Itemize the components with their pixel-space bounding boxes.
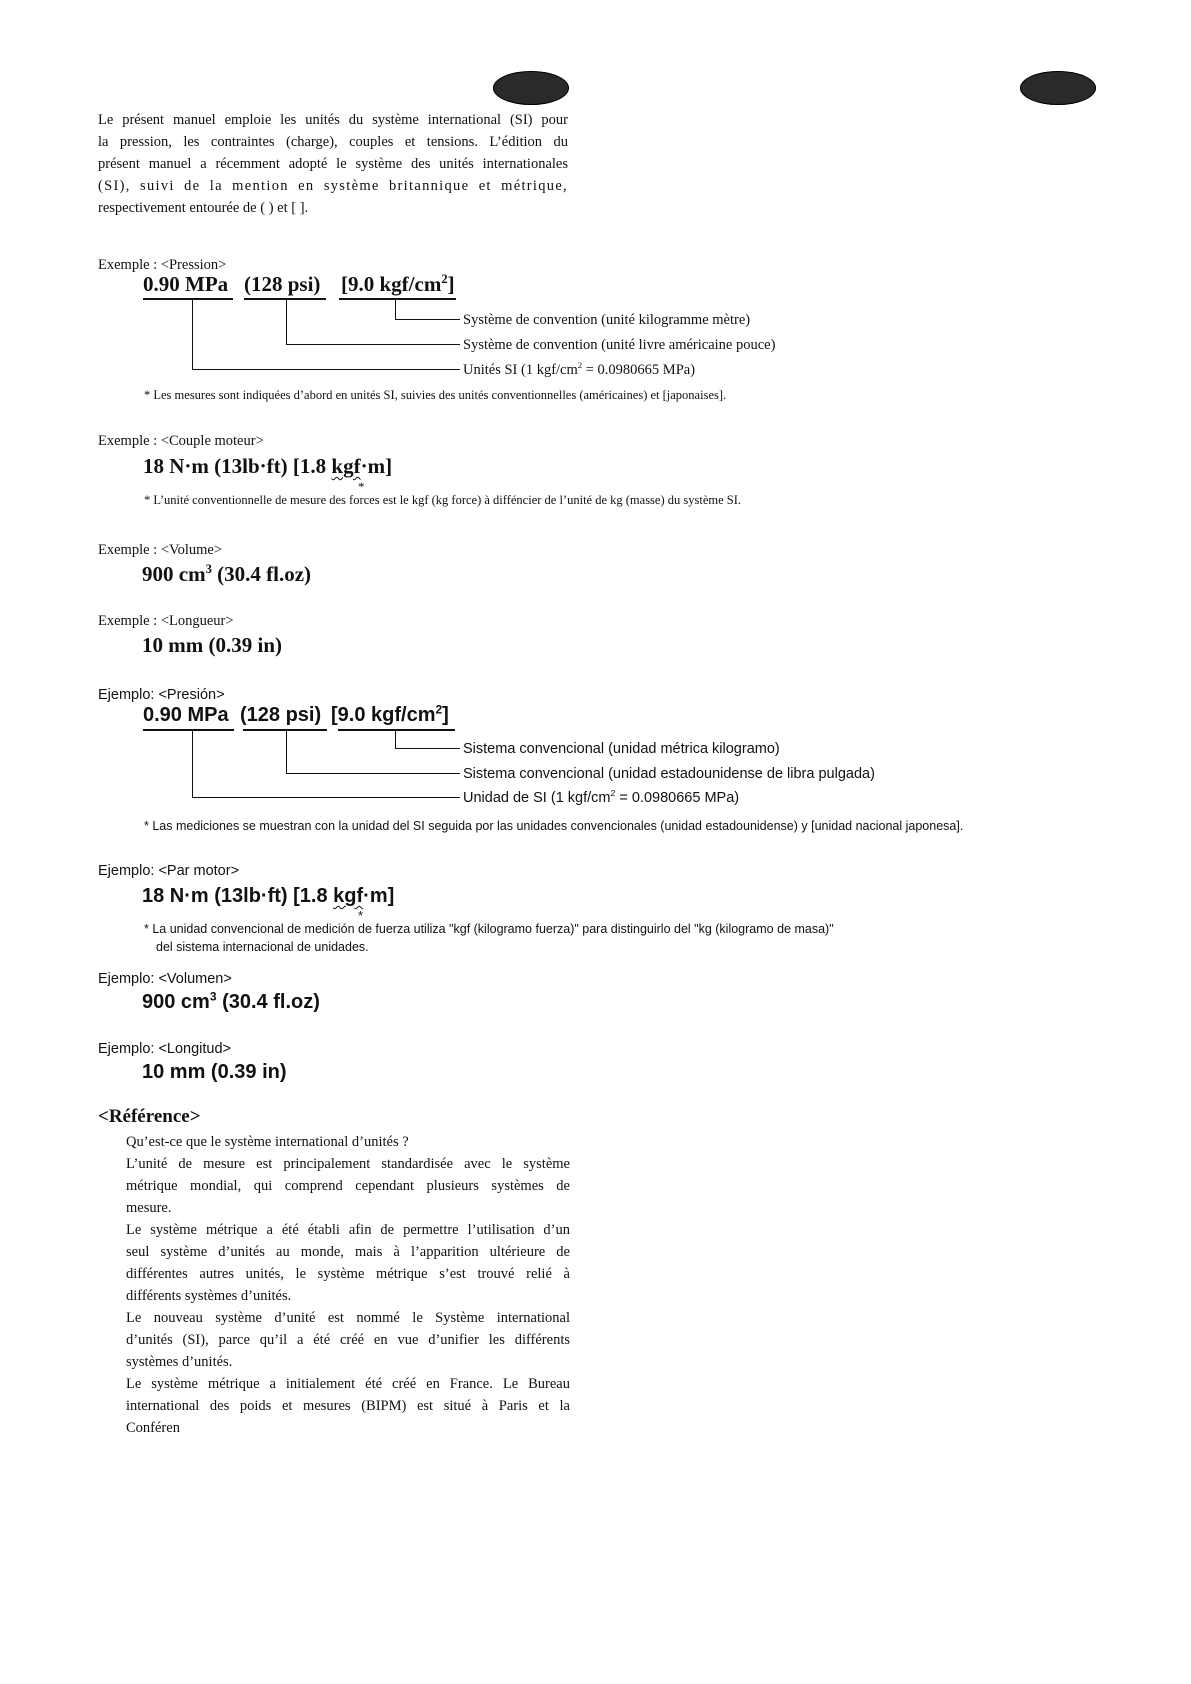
reference-line: différents systèmes d’unités. bbox=[126, 1288, 292, 1304]
intro-paragraph bbox=[98, 109, 568, 219]
fr-annotation-us: Système de convention (unité livre américaine pouce) bbox=[463, 337, 776, 353]
es-pressure-label: Ejemplo: <Presión> bbox=[98, 687, 225, 703]
fr-connector-jp bbox=[395, 299, 396, 320]
es-annotation-us: Sistema convencional (unidad estadounidense de libra pulgada) bbox=[463, 766, 875, 782]
reference-line: Le nouveau système d’unité est nommé le Système international bbox=[126, 1310, 570, 1326]
fr-volume-value: 900 $cm^3$ (30.4 fl.oz) bbox=[142, 562, 312, 586]
fr-connector-jp bbox=[395, 319, 460, 320]
es-torque-note-line2: del sistema internacional de unidades. bbox=[156, 940, 369, 954]
fr-torque-note: * L’unité conventionnelle de mesure des forces est le kgf (kg force) à difféncier de l’unité de kg (masse) du système SI. bbox=[144, 493, 742, 507]
fr-connector-si bbox=[192, 299, 193, 369]
fr-length-value: 10 mm (0.39 in) bbox=[142, 633, 282, 657]
es-torque-star: * bbox=[358, 908, 364, 923]
intro-line: respectivement entourée de ( ) et [ ]. bbox=[98, 200, 309, 216]
reference-line: seul système d’unités au monde, mais à l’apparition ultérieure de bbox=[126, 1244, 570, 1260]
es-connector-si bbox=[192, 730, 193, 798]
es-annotation-si: Unidad de SI (1 kgf/$cm^2 = 0.0980665$ MPa) bbox=[463, 788, 740, 806]
es-connector-jp bbox=[395, 730, 396, 749]
fr-pressure-jp-underline bbox=[339, 298, 456, 300]
es-length-value: 10 mm (0.39 in) bbox=[142, 1061, 287, 1083]
reference-line: Conféren bbox=[126, 1420, 180, 1436]
es-connector-jp bbox=[395, 748, 460, 749]
index-tab-right bbox=[1020, 71, 1096, 105]
fr-torque-star: * bbox=[358, 479, 365, 494]
es-pressure-note: * Las mediciones se muestran con la unidad del SI seguida por las unidades convencionales (unidad estadounidense) y [unidad nacional japonesa]. bbox=[144, 819, 964, 833]
reference-line: systèmes d’unités. bbox=[126, 1354, 233, 1370]
es-volume-value: 900 $cm^3$ (30.4 fl.oz) bbox=[142, 989, 320, 1013]
fr-pressure-si-underline bbox=[143, 298, 233, 300]
fr-pressure-note: * Les mesures sont indiquées d’abord en unités SI, suivies des unités conventionnelles (américaines) et [japonaises]. bbox=[144, 388, 727, 402]
intro-line: la pression, les contraintes (charge), couples et tensions. L’édition du bbox=[98, 134, 568, 150]
es-pressure-us: (128 psi) bbox=[240, 704, 322, 726]
fr-annotation-si: Unités SI (1 kgf/$cm^2 = 0.0980665$ MPa) bbox=[463, 360, 696, 378]
fr-volume-label: Exemple : <Volume> bbox=[98, 542, 223, 558]
reference-body bbox=[126, 1131, 570, 1439]
fr-torque-value: 18 N·m (13lb·ft) [1.8 kgf·m] bbox=[143, 454, 393, 478]
es-connector-us bbox=[286, 773, 460, 774]
fr-connector-us bbox=[286, 344, 460, 345]
es-connector-us bbox=[286, 730, 287, 774]
es-pressure-jp-underline bbox=[338, 729, 455, 731]
fr-pressure-label: Exemple : <Pression> bbox=[98, 257, 227, 273]
es-pressure-si: 0.90 MPa bbox=[143, 704, 229, 726]
es-pressure-si-underline bbox=[143, 729, 234, 731]
es-length-label: Ejemplo: <Longitud> bbox=[98, 1041, 232, 1057]
reference-line: Qu’est-ce que le système international d’unités ? bbox=[126, 1134, 409, 1150]
es-pressure-us-underline bbox=[243, 729, 327, 731]
fr-connector-us bbox=[286, 299, 287, 344]
es-annotation-jp: Sistema convencional (unidad métrica kilogramo) bbox=[463, 741, 780, 757]
intro-line: présent manuel a récemment adopté le système des unités internationales bbox=[98, 156, 568, 172]
fr-pressure-us-underline bbox=[244, 298, 326, 300]
es-kgf-marked: kgf bbox=[333, 885, 364, 907]
fr-torque-label: Exemple : <Couple moteur> bbox=[98, 433, 264, 449]
fr-pressure-jp: [9.0 kgf/$cm^2$] bbox=[341, 272, 455, 296]
reference-line: métrique mondial, qui comprend cependant plusieurs systèmes de bbox=[126, 1178, 570, 1194]
fr-kgf-marked: kgf bbox=[331, 454, 361, 478]
intro-line: (SI), suivi de la mention en système britannique et métrique, bbox=[98, 178, 568, 194]
es-pressure-jp: [9.0 kgf/$cm^2$] bbox=[331, 702, 449, 726]
reference-line: Le système métrique a initialement été créé en France. Le Bureau bbox=[126, 1376, 570, 1392]
fr-pressure-si: 0.90 MPa bbox=[143, 272, 229, 296]
index-tab-center bbox=[493, 71, 569, 105]
fr-length-label: Exemple : <Longueur> bbox=[98, 613, 234, 629]
reference-line: d’unités (SI), parce qu’il a été créé en vue d’unifier les différents bbox=[126, 1332, 570, 1348]
es-connector-si bbox=[192, 797, 460, 798]
fr-connector-si bbox=[192, 369, 460, 370]
reference-line: L’unité de mesure est principalement standardisée avec le système bbox=[126, 1156, 570, 1172]
reference-line: international des poids et mesures (BIPM) est situé à Paris et la bbox=[126, 1398, 570, 1414]
reference-line: différentes autres unités, le système métrique s’est trouvé relié à bbox=[126, 1266, 570, 1282]
intro-line: Le présent manuel emploie les unités du système international (SI) pour bbox=[98, 112, 568, 128]
es-torque-note-line1: * La unidad convencional de medición de fuerza utiliza "kgf (kilogramo fuerza)" para distinguirlo del "kg (kilogramo de masa)" bbox=[144, 922, 834, 936]
es-torque-label: Ejemplo: <Par motor> bbox=[98, 863, 240, 879]
reference-line: mesure. bbox=[126, 1200, 172, 1216]
fr-pressure-us: (128 psi) bbox=[244, 272, 321, 296]
reference-title: <Référence> bbox=[98, 1106, 201, 1127]
reference-line: Le système métrique a été établi afin de permettre l’utilisation d’un bbox=[126, 1222, 570, 1238]
es-volume-label: Ejemplo: <Volumen> bbox=[98, 971, 232, 987]
fr-annotation-jp: Système de convention (unité kilogramme mètre) bbox=[463, 312, 751, 328]
es-torque-value: 18 N·m (13lb·ft) [1.8 kgf·m] bbox=[142, 885, 395, 907]
